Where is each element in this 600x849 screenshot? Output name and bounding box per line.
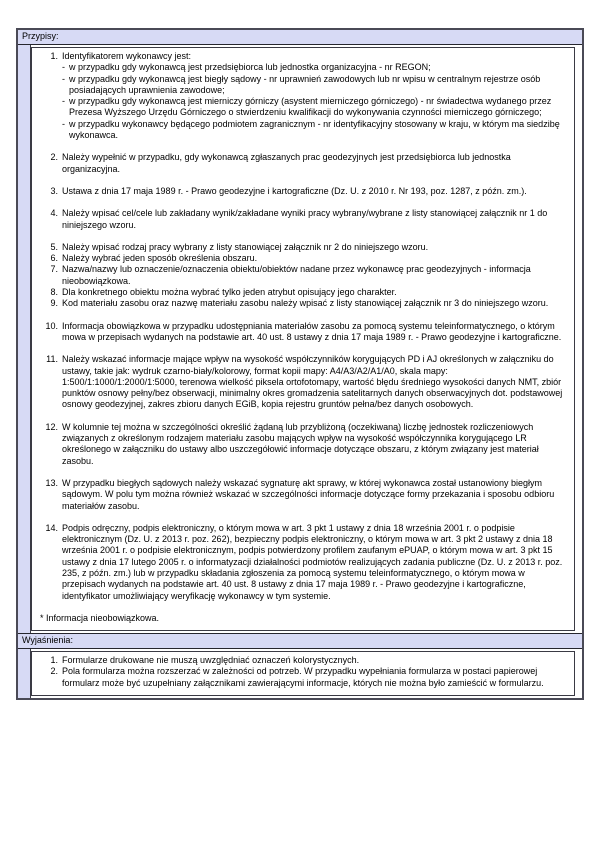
item-text: W kolumnie tej można w szczególności określić żądaną lub przybliżoną (oczekiwaną) liczbę jednostek rozliczeniowych związanych z określonym rodzajem materiału zasobu mających wpływ na wysokość współczynnika korygującego LR określonego w załączniku do ustawy albo uszczegółowić informacje dotyczące obszaru, z którym związany jest materiał zasobu. [62,421,539,466]
item-number: 9. [50,298,58,309]
item-number: 2. [50,666,58,677]
item-number: 6. [50,253,58,264]
explanations-list [42,655,564,689]
list-item [42,152,564,175]
list-item [42,287,564,298]
sub-item: - w przypadku wykonawcy będącego podmiotem zagranicznym - nr identyfikacyjny stosowany w kraju, w którym ma siedzibę wykonawca. [62,118,560,141]
item-number: 7. [50,264,58,275]
list-item [42,666,564,689]
explanations-header-bar [18,633,582,649]
list-item [42,655,564,666]
item-number: 2. [50,152,58,163]
footnotes-box [31,47,575,631]
optional-info-note: * Informacja nieobowiązkowa. [40,612,160,623]
item-text: Nazwa/nazwy lub oznaczenie/oznaczenia obiektu/obiektów nadane przez wykonawcę prac geodezyjnych - informacja nieobowiązkowa. [62,264,531,286]
list-item [42,321,564,344]
list-item [42,51,564,141]
dash-bullet: - [62,73,65,84]
item-text: Należy wpisać rodzaj pracy wybrany z listy stanowiącej załącznik nr 2 do niniejszego wzoru. [62,241,429,252]
item-number: 5. [50,241,58,252]
item-text: Informacja obowiązkowa w przypadku udostępniania materiałów zasobu za pomocą systemu teleinformatycznego, o którym mowa w przepisach wydanych na podstawie art. 40 ust. 8 ustawy z dnia 17 maja 1989 r. - Prawo geodezyjne i kartograficzne. [62,320,562,342]
item-number: 10. [45,320,58,331]
left-gutter-strip [18,649,31,698]
sub-item: - w przypadku gdy wykonawcą jest mierniczy górniczy (asystent mierniczego górniczego) - nr świadectwa wydanego przez Prezesa Wyższego Urzędu Górniczego o stwierdzeniu kwalifikacji do wykonywania czynności mierniczego górniczego; [62,96,552,118]
dash-bullet: - [62,62,65,73]
item-text: Pola formularza można rozszerzać w zależności od potrzeb. W przypadku wypełniania formularza w postaci papierowej formularz może być uzupełniany załącznikami zawierającymi informacje, których nie można było zamieścić w formularzu. [62,666,544,688]
item-text: W przypadku biegłych sądowych należy wskazać sygnaturę akt sprawy, w której wykonawca został ustanowiony biegłym sądowym. W polu tym można również wskazać w szczególności informacje dotyczące formy przekazania i sposobu odbioru materiałów zasobu. [62,477,555,511]
item-number: 14. [45,522,58,533]
item-text: Należy wybrać jeden sposób określenia obszaru. [62,253,258,264]
form-notes-document [16,28,584,700]
footnotes-list [42,51,564,602]
item-text: Identyfikatorem wykonawcy jest: - w przypadku gdy wykonawcą jest przedsiębiorca lub jednostka organizacyjna - nr REGON; - w przypadku gdy wykonawcą jest biegły sądowy - nr uprawnień zawodowych lub nr wpisu w centralnym rejestrze osób posiadających uprawnienia zawodowe; - w przypadku gdy wykonawcą jest mierniczy górniczy (asystent mierniczego górniczego) - nr świadectwa wydanego przez Prezesa Wyższego Urzędu Górniczego o stwierdzeniu kwalifikacji do wykonywania czynności mierniczego górniczego; - w przypadku wykonawcy będącego podmiotem zagranicznym - nr identyfikacyjny stosowany w kraju, w którym ma siedzibę wykonawca. [62,51,564,141]
sub-item: - w przypadku gdy wykonawcą jest biegły sądowy - nr uprawnień zawodowych lub nr wpisu w centralnym rejestrze osób posiadających uprawnienia zawodowe; [62,73,541,95]
explanations-title: Wyjaśnienia: [22,635,73,646]
item-text: Ustawa z dnia 17 maja 1989 r. - Prawo geodezyjne i kartograficzne (Dz. U. z 2010 r. Nr 193, poz. 1287, z późn. zm.). [62,185,527,196]
left-gutter-strip [18,45,31,633]
list-item [42,253,564,264]
list-item [42,478,564,512]
sub-item: - w przypadku gdy wykonawcą jest przedsiębiorca lub jednostka organizacyjna - nr REGON; [62,62,431,73]
list-item [42,186,564,197]
item-text: Należy wskazać informacje mające wpływ na wysokość współczynników korygujących PD i AJ określonych w załączniku do ustawy, takie jak: wydruk czarno-biały/kolorowy, format kopii mapy: A4/A3/A2/A1/A0, skala mapy: 1:500/1:1000/1:2000/1:5000, terenowa wielkość piksela ortofotomapy, wartość błędu średniego wysokości danych NMT, zbiór punktów osnowy pełny/bez obserwacji, minimalny okres gromadzenia satelitarnych danych obserwacyjnych dot. podstawowej osnowy geodezyjnej, zakres zbioru danych EGiB, kopia rejestru gruntów pełna/bez danych osobowych. [62,354,563,410]
item-number: 13. [45,477,58,488]
item-text: Należy wpisać cel/cele lub zakładany wynik/zakładane wyniki pracy wybrany/wybrane z listy stanowiącej załącznik nr 1 do niniejszego wzoru. [62,208,548,230]
explanations-section-body [18,649,582,698]
item-text: Formularze drukowane nie muszą uwzględniać oznaczeń kolorystycznych. [62,655,360,666]
dash-bullet: - [62,118,65,129]
dash-bullet: - [62,96,65,107]
list-item [42,264,564,287]
list-item [42,242,564,253]
explanations-box [31,651,575,696]
explanations-main-column [31,649,582,698]
item-number: 11. [46,354,58,365]
item-number: 1. [50,655,58,666]
footnotes-title: Przypisy: [22,31,59,41]
item-text: Dla konkretnego obiektu można wybrać tylko jeden atrybut opisujący jego charakter. [62,287,397,298]
item-text: Należy wypełnić w przypadku, gdy wykonawcą zgłaszanych prac geodezyjnych jest przedsiębiorca lub jednostka organizacyjna. [62,152,511,174]
item-number: 3. [50,185,58,196]
list-item [42,298,564,309]
footnotes-main-column [31,45,582,633]
item-number: 1. [50,51,58,61]
footnotes-section-body [18,45,582,633]
list-item [42,354,564,410]
item-text: Podpis odręczny, podpis elektroniczny, o którym mowa w art. 3 pkt 1 ustawy z dnia 18 września 2001 r. o podpisie elektronicznym (Dz. U. z 2013 r. poz. 262), bezpieczny podpis elektroniczny, o którym mowa w art. 3 pkt 2 ustawy z dnia 18 września 2001 r. o podpisie elektronicznym, podpis potwierdzony profilem zaufanym ePUAP, o którym mowa w art. 3 pkt 15 ustawy z dnia 17 lutego 2005 r. o informatyzacji działalności podmiotów realizujących zadania publiczne (Dz. U. z 2013 r. poz. 235, z późn. zm.) lub w przypadku składania zgłoszenia za pomocą systemu teleinformatycznego, o którym mowa w przepisach wydanych na podstawie art. 40 ust. 8 ustawy z dnia 17 maja 1989 r. - Prawo geodezyjne i kartograficzne, identyfikator umożliwiający weryfikację wykonawcy w tym systemie. [62,522,563,601]
item-number: 4. [50,208,58,219]
list-item [42,208,564,231]
list-item [42,523,564,602]
item-number: 8. [50,287,58,298]
item-text: Kod materiału zasobu oraz nazwę materiału zasobu należy wpisać z listy stanowiącej załącznik nr 3 do niniejszego wzoru. [62,298,549,309]
list-item [42,422,564,467]
footnotes-header-bar [18,30,582,45]
item-number: 12. [45,421,58,432]
